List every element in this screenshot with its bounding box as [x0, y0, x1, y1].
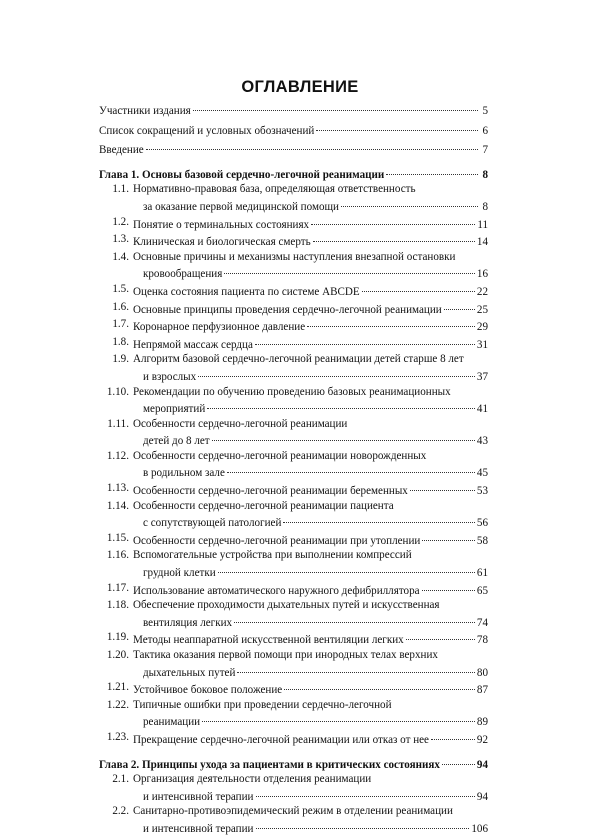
section-entry[interactable] [99, 352, 488, 384]
page-number: 65 [476, 584, 488, 597]
section-number: 1.17. [106, 581, 129, 594]
page-number: 41 [476, 403, 488, 416]
section-entry[interactable] [99, 335, 488, 353]
chapter-entry[interactable] [99, 165, 488, 183]
page-number: 56 [476, 517, 488, 530]
toc-row [133, 232, 488, 250]
dot-leader [386, 162, 478, 175]
toc-row [99, 165, 488, 183]
toc-entry[interactable] [99, 121, 488, 139]
toc-row [133, 367, 488, 385]
page-number: 94 [476, 790, 488, 803]
page-number: 8 [482, 200, 488, 213]
entry-title: и интенсивной терапии [143, 790, 254, 803]
section-number: 1.14. [106, 499, 129, 512]
section-entry[interactable] [99, 499, 488, 531]
section-line: Тактика оказания первой помощи при инородных телах верхних [133, 649, 438, 661]
dot-leader [198, 364, 475, 377]
entry-title: и интенсивной терапии [143, 822, 254, 835]
entry-title: грудной клетки [143, 567, 216, 580]
entry-title: и взрослых [143, 370, 197, 383]
section-line: Алгоритм базовой сердечно-легочной реанимации детей старше 8 лет [133, 353, 464, 366]
page-number: 31 [476, 338, 488, 351]
dot-leader [316, 118, 478, 131]
dot-leader [307, 314, 475, 327]
page-number: 78 [476, 634, 488, 647]
entry-title: Основные принципы проведения сердечно-легочной реанимации [133, 303, 442, 316]
section-number: 2.2. [112, 805, 129, 818]
section-entry[interactable] [99, 449, 488, 481]
page-number: 74 [476, 616, 488, 629]
page-number: 7 [482, 144, 488, 157]
toc-row [99, 121, 488, 139]
section-entry[interactable] [99, 730, 488, 748]
dot-leader [256, 784, 475, 797]
section-number: 1.18. [106, 599, 129, 612]
page-number: 87 [476, 684, 488, 697]
toc-row [133, 481, 488, 499]
entry-title: за оказание первой медицинской помощи [143, 200, 339, 213]
entry-title: Методы неаппаратной искусственной вентиляции легких [133, 634, 404, 647]
section-number: 1.7. [112, 318, 129, 331]
dot-leader [442, 752, 475, 765]
section-number: 1.4. [112, 250, 129, 263]
section-entry[interactable] [99, 481, 488, 499]
dot-leader [410, 478, 475, 491]
page-number: 106 [471, 822, 488, 835]
section-entry[interactable] [99, 804, 488, 836]
page-number: 11 [477, 218, 488, 231]
section-entry[interactable] [99, 772, 488, 804]
section-number: 1.16. [106, 549, 129, 562]
dot-leader [406, 627, 475, 640]
page-number: 25 [476, 303, 488, 316]
dot-leader [237, 660, 475, 673]
dot-leader [444, 297, 475, 310]
page-title: ОГЛАВЛЕНИЕ [241, 78, 359, 96]
dot-leader [255, 332, 475, 345]
dot-leader [341, 194, 478, 207]
toc-entry[interactable] [99, 101, 488, 119]
section-entry[interactable] [99, 250, 488, 282]
dot-leader [311, 212, 475, 225]
entry-title: Введение [99, 144, 144, 157]
section-entry[interactable] [99, 648, 488, 680]
entry-title: мероприятий [143, 403, 206, 416]
section-line: Типичные ошибки при проведении сердечно-легочной [133, 698, 392, 711]
entry-title: Клиническая и биологическая смерть [133, 236, 311, 249]
entry-title: Список сокращений и условных обозначений [99, 124, 315, 137]
toc-row [133, 680, 488, 698]
entry-title: Использование автоматического наружного дефибриллятора [133, 584, 420, 597]
section-entry[interactable] [99, 282, 488, 300]
page-number: 92 [476, 733, 488, 746]
section-entry[interactable] [99, 680, 488, 698]
section-entry[interactable] [99, 182, 488, 214]
toc-row [133, 819, 488, 837]
toc-row [99, 101, 488, 119]
section-entry[interactable] [99, 698, 488, 730]
page-number: 22 [476, 285, 488, 298]
toc-row [99, 755, 488, 773]
chapter-entry[interactable] [99, 755, 488, 773]
section-line: Вспомогательные устройства при выполнении компрессий [133, 549, 412, 562]
section-entry[interactable] [99, 548, 488, 580]
toc-row [99, 140, 488, 158]
entry-title: Понятие о терминальных состояниях [133, 218, 310, 231]
dot-leader [313, 229, 475, 242]
page-number: 37 [476, 370, 488, 383]
entry-title: Непрямой массаж сердца [133, 338, 253, 351]
dot-leader [422, 528, 475, 541]
section-number: 1.6. [112, 300, 129, 313]
section-number: 1.12. [106, 449, 129, 462]
section-line: Санитарно-противоэпидемический режим в отделении реанимации [133, 805, 453, 818]
page-number: 53 [476, 485, 488, 498]
dot-leader [212, 428, 475, 441]
page-number: 16 [476, 268, 488, 281]
section-number: 1.23. [106, 730, 129, 743]
page-number: 58 [476, 534, 488, 547]
entry-title: Устойчивое боковое положение [133, 684, 283, 697]
page-number: 94 [476, 758, 488, 771]
section-line: Рекомендации по обучению проведению базовых реанимационных [133, 385, 451, 398]
dot-leader [283, 510, 475, 523]
section-number: 1.3. [112, 233, 129, 246]
entry-title: Особенности сердечно-легочной реанимации при утоплении [133, 534, 421, 547]
section-line: Особенности сердечно-легочной реанимации [133, 417, 348, 430]
entry-title: Глава 1. Основы базовой сердечно-легочной реанимации [99, 168, 385, 181]
dot-leader [146, 137, 478, 150]
page-number: 5 [482, 105, 488, 117]
page-number: 8 [482, 168, 488, 181]
section-number: 1.2. [112, 215, 129, 228]
entry-title: детей до 8 лет [143, 435, 210, 448]
page-number: 45 [476, 467, 488, 480]
page-number: 14 [476, 236, 488, 249]
dot-leader [193, 98, 478, 111]
section-line: Обеспечение проходимости дыхательных путей и искусственная [133, 599, 440, 612]
section-number: 1.11. [107, 417, 129, 430]
entry-title: Оценка состояния пациента по системе ABCDE [133, 285, 360, 298]
section-entry[interactable] [99, 232, 488, 250]
entry-title: с сопутствующей патологией [143, 517, 282, 530]
section-number: 1.20. [106, 649, 129, 661]
toc-row [133, 282, 488, 300]
dot-leader [284, 677, 475, 690]
dot-leader [422, 578, 475, 591]
entry-title: реанимации [143, 716, 201, 729]
section-number: 1.19. [106, 631, 129, 644]
section-entry[interactable] [99, 630, 488, 648]
entry-title: дыхательных путей [143, 666, 236, 679]
section-entry[interactable] [99, 598, 488, 630]
entry-title: Глава 2. Принципы ухода за пациентами в критических состояниях [99, 758, 440, 771]
section-line: Организация деятельности отделения реанимации [133, 773, 372, 786]
entry-title: Прекращение сердечно-легочной реанимации или отказ от нее [133, 733, 429, 746]
toc-entry[interactable] [99, 140, 488, 158]
toc-row [133, 335, 488, 353]
dot-leader [431, 727, 475, 740]
toc-row [133, 630, 488, 648]
dot-leader [202, 709, 475, 722]
toc-row [133, 787, 488, 805]
table-of-contents [99, 101, 488, 837]
entry-title: вентиляция легких [143, 616, 233, 629]
section-line: Нормативно-правовая база, определяющая ответственность [133, 183, 416, 196]
entry-title: Особенности сердечно-легочной реанимации беременных [133, 485, 408, 498]
dot-leader [362, 279, 475, 292]
toc-row [133, 730, 488, 748]
dot-leader [207, 396, 475, 409]
section-entry[interactable] [99, 385, 488, 417]
entry-title: Коронарное перфузионное давление [133, 321, 306, 334]
toc-row [133, 399, 488, 417]
section-entry[interactable] [99, 531, 488, 549]
page-number: 89 [476, 716, 488, 729]
section-line: Особенности сердечно-легочной реанимации новорожденных [133, 449, 427, 462]
section-number: 1.10. [106, 385, 129, 398]
dot-leader [227, 460, 475, 473]
section-number: 1.22. [106, 698, 129, 711]
section-number: 1.15. [106, 531, 129, 544]
page-number: 6 [482, 124, 488, 137]
section-number: 1.1. [112, 183, 129, 196]
section-number: 2.1. [112, 773, 129, 786]
page-number: 43 [476, 435, 488, 448]
dot-leader [234, 610, 475, 623]
page-number: 29 [476, 321, 488, 334]
section-line: Особенности сердечно-легочной реанимации пациента [133, 499, 394, 512]
section-entry[interactable] [99, 417, 488, 449]
section-number: 1.8. [112, 335, 129, 348]
entry-title: в родильном зале [143, 467, 225, 480]
toc-row [133, 581, 488, 599]
entry-title: кровообращения [143, 268, 223, 281]
entry-title: Участники издания [99, 105, 191, 117]
toc-row [133, 531, 488, 549]
page-number: 80 [476, 666, 488, 679]
section-number: 1.5. [112, 282, 129, 295]
dot-leader [218, 560, 475, 573]
section-number: 1.21. [106, 681, 129, 694]
section-entry[interactable] [99, 581, 488, 599]
section-number: 1.13. [106, 482, 129, 495]
toc-row [133, 431, 488, 449]
dot-leader [256, 816, 470, 829]
section-number: 1.9. [112, 353, 129, 366]
dot-leader [224, 261, 475, 274]
section-line: Основные причины и механизмы наступления внезапной остановки [133, 250, 456, 263]
page-number: 61 [476, 567, 488, 580]
